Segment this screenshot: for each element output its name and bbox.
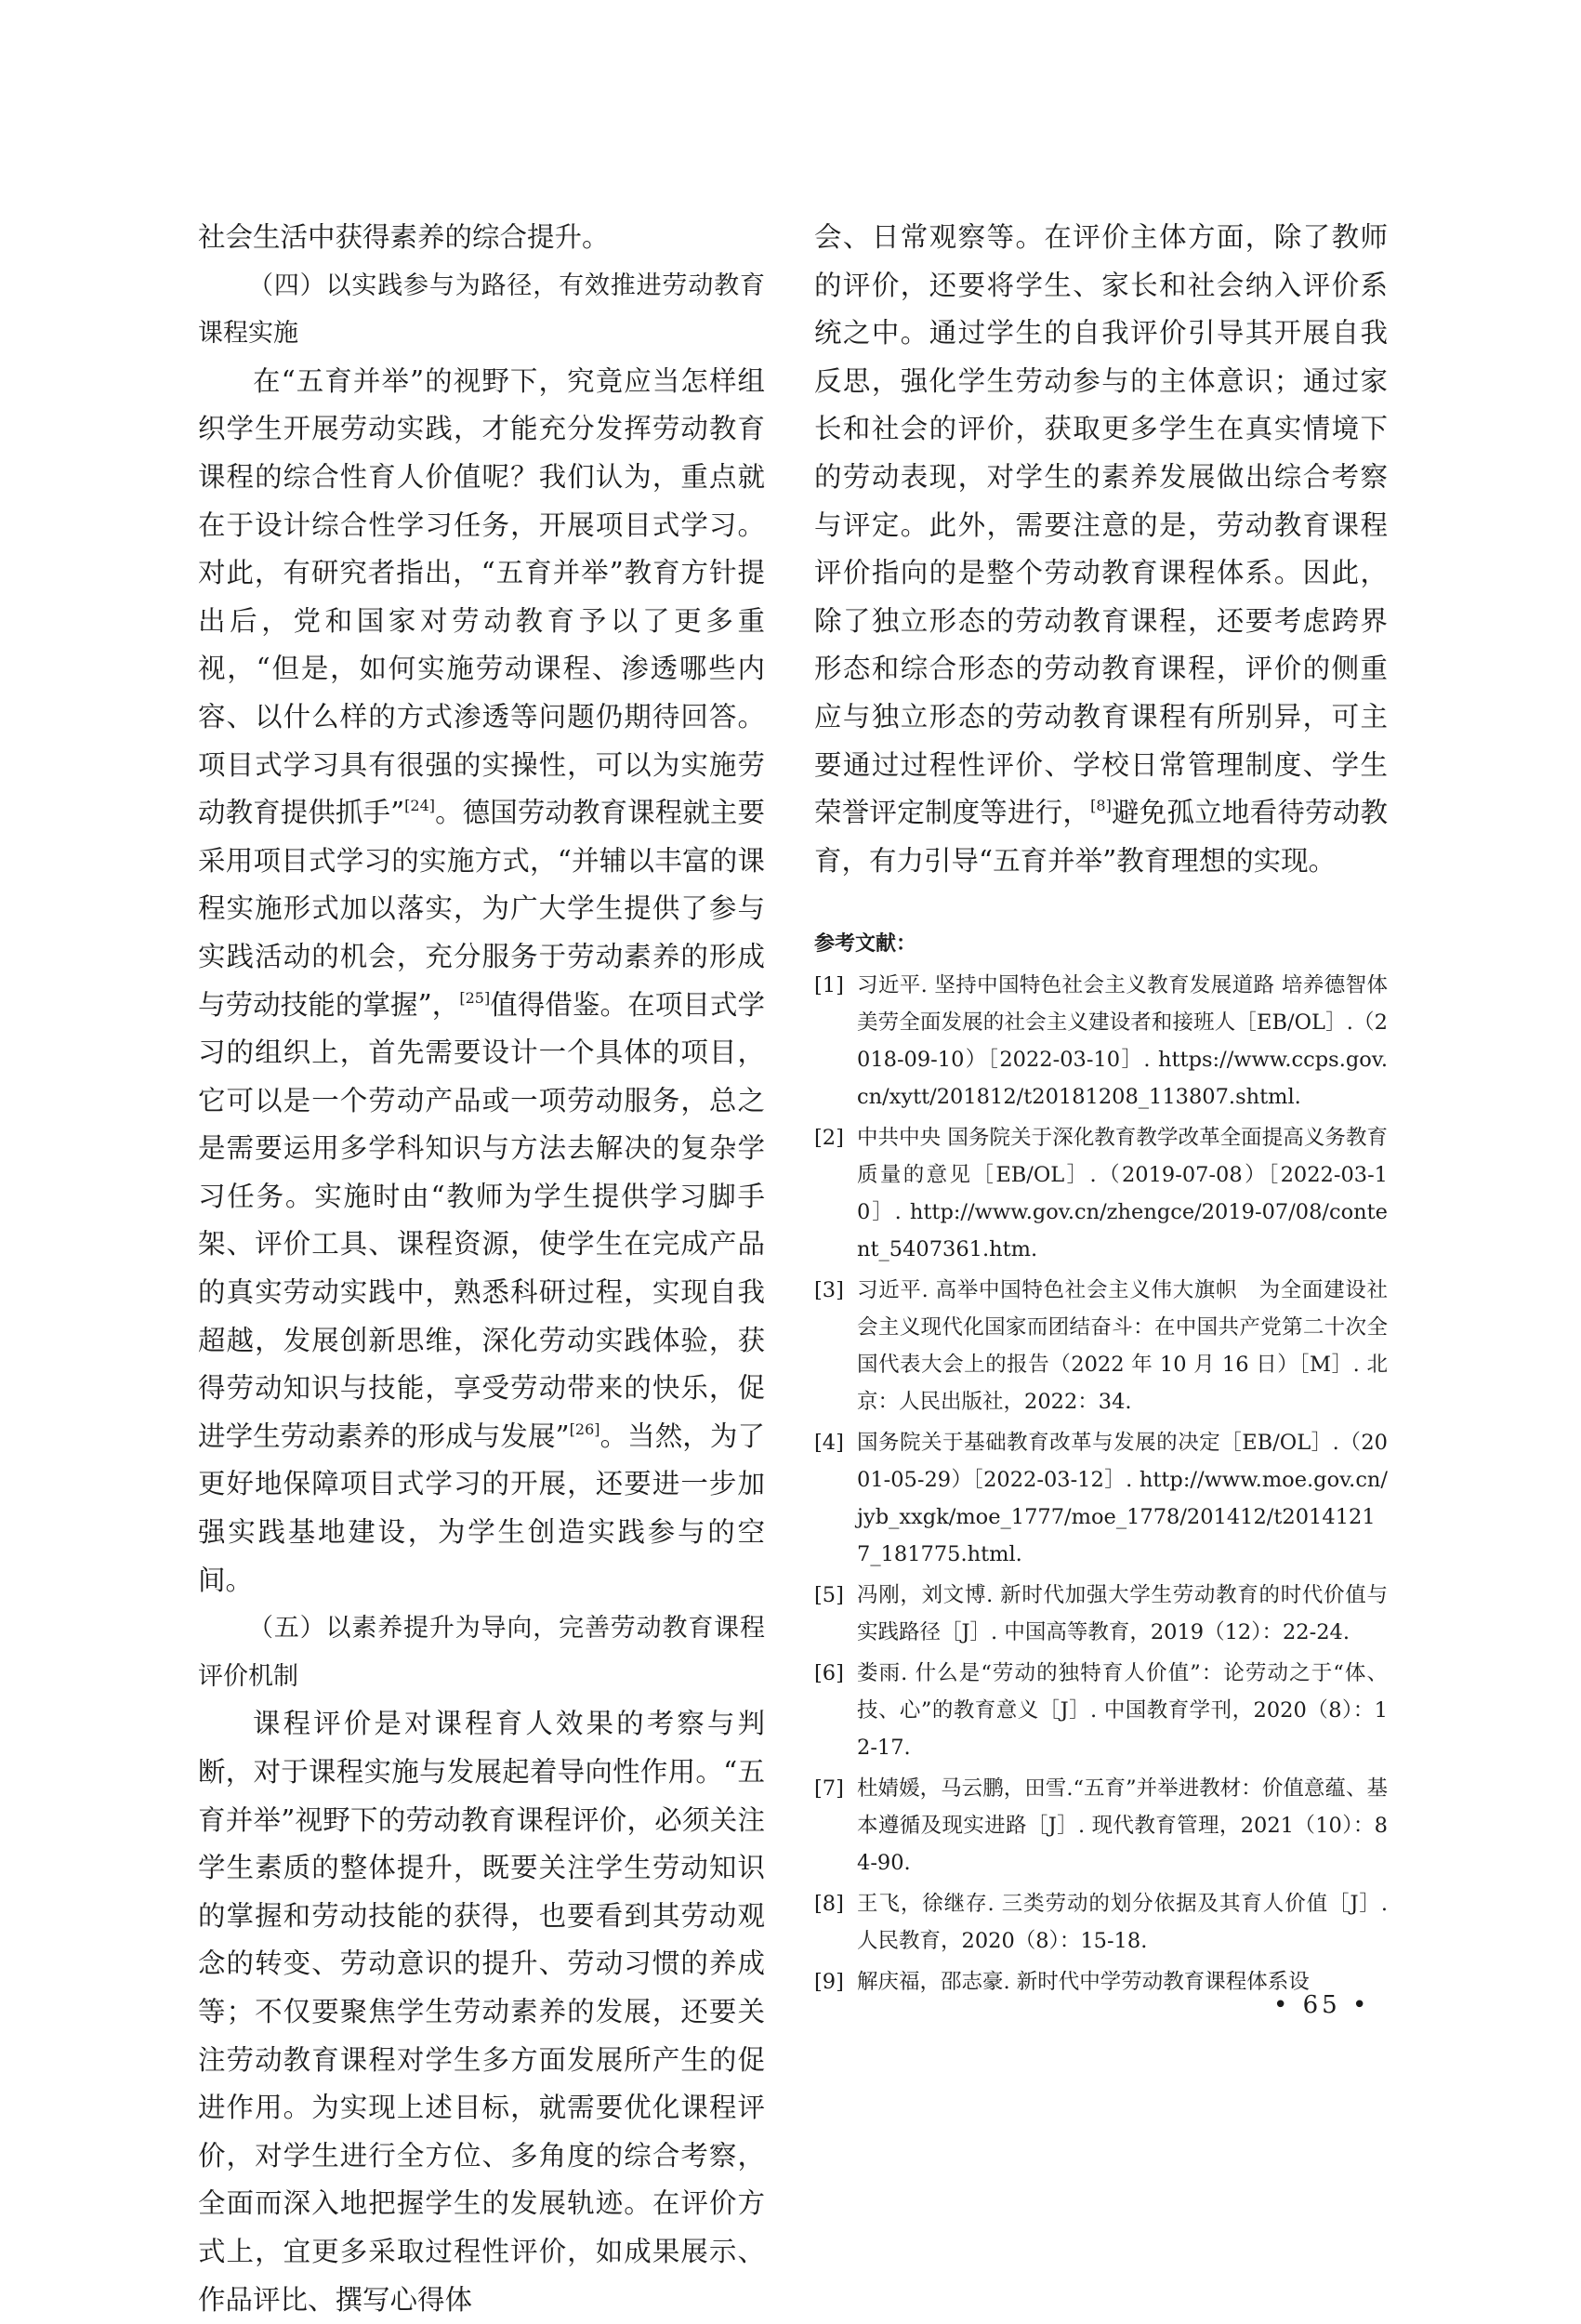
reference-number: [9] bbox=[814, 1970, 844, 1995]
references-title: 参考文献： bbox=[814, 932, 917, 957]
reference-item bbox=[814, 1885, 1388, 1960]
citation-26: [26] bbox=[569, 1419, 600, 1438]
reference-item bbox=[814, 1424, 1388, 1573]
paragraph-project-learning bbox=[198, 358, 765, 1604]
section-heading-4: （四）以实践参与为路径，有效推进劳动教育课程实施 bbox=[198, 271, 765, 349]
reference-number: [4] bbox=[814, 1431, 844, 1456]
reference-item bbox=[814, 1577, 1388, 1651]
citation-8: [8] bbox=[1090, 797, 1112, 815]
reference-item bbox=[814, 1119, 1388, 1268]
right-column bbox=[814, 214, 1388, 2004]
paragraph-text: 会、日常观察等。在评价主体方面，除了教师的评价，还要将学生、家长和社会纳入评价系统之中。通过学生的自我评价引导其开展自我反思，强化学生劳动参与的主体意识；通过家长和社会的评价，获取更多学生在真实情境下的劳动表现，对学生的素养发展做出综合考察与评定。此外，需要注意的是，劳动教育课程评价指向的是整个劳动教育课程体系。因此，除了独立形态的劳动教育课程，还要考虑跨界形态和综合形态的劳动教育课程，评价的侧重应与独立形态的劳动教育课程有所别异，可主要通过过程性评价、学校日常管理制度、学生荣誉评定制度等进行， bbox=[814, 221, 1388, 829]
reference-text: 杜婧媛，马云鹏，田雪.“五育”并举进教材：价值意蕴、基本遵循及现实进路［J］. 现代教育管理，2021（10）：84-90. bbox=[857, 1776, 1388, 1876]
reference-number: [3] bbox=[814, 1278, 844, 1303]
reference-number: [6] bbox=[814, 1661, 844, 1686]
paragraph-evaluation-continued bbox=[814, 214, 1388, 885]
paragraph-text: 避免孤立地看待劳动教育，有力引导“五育并举”教育理想的实现。 bbox=[814, 797, 1388, 877]
references-list bbox=[814, 967, 1388, 2000]
section-heading-5: （五）以素养提升为导向，完善劳动教育课程评价机制 bbox=[198, 1614, 765, 1691]
reference-item bbox=[814, 967, 1388, 1116]
reference-item bbox=[814, 1655, 1388, 1766]
paragraph-text: 。德国劳动教育课程就主要采用项目式学习的实施方式，“并辅以丰富的课程实施形式加以落实，为广大学生提供了参与实践活动的机会，充分服务于劳动素养的形成与劳动技能的掌握”， bbox=[198, 797, 765, 1021]
paragraph-text: 在“五育并举”的视野下，究竟应当怎样组织学生开展劳动实践，才能充分发挥劳动教育课程的综合性育人价值呢？我们认为，重点就在于设计综合性学习任务，开展项目式学习。对此，有研究者指出，“五育并举”教育方针提出后，党和国家对劳动教育予以了更多重视，“但是，如何实施劳动课程、渗透哪些内容、以什么样的方式渗透等问题仍期待回答。项目式学习具有很强的实操性，可以为实施劳动教育提供抓手” bbox=[198, 364, 765, 829]
reference-text: 娄雨. 什么是“劳动的独特育人价值”：论劳动之于“体、技、心”的教育意义［J］. 中国教育学刊，2020（8）：12-17. bbox=[857, 1661, 1388, 1761]
reference-text: 王飞，徐继存. 三类劳动的划分依据及其育人价值［J］. 人民教育，2020（8）：15-18. bbox=[857, 1892, 1388, 1954]
reference-number: [2] bbox=[814, 1126, 844, 1151]
reference-text: 国务院关于基础教育改革与发展的决定［EB/OL］.（2001-05-29）［2022-03-12］. http://www.moe.gov.cn/jyb_xxgk/moe_1777/moe_1778/201412/t20141217_181775.html. bbox=[857, 1431, 1388, 1567]
citation-24: [24] bbox=[404, 797, 435, 815]
reference-text: 中共中央 国务院关于深化教育教学改革全面提高义务教育质量的意见［EB/OL］.（2019-07-08）［2022-03-10］. http://www.gov.cn/zhengce/2019-07/08/content_5407361.htm. bbox=[857, 1126, 1388, 1262]
reference-text: 习近平. 坚持中国特色社会主义教育发展道路 培养德智体美劳全面发展的社会主义建设者和接班人［EB/OL］.（2018-09-10）［2022-03-10］. https://www.ccps.gov.cn/xytt/201812/t20181208_113807.shtml. bbox=[857, 973, 1388, 1110]
paragraph-text: 。当然，为了更好地保障项目式学习的开展，还要进一步加强实践基地建设，为学生创造实践参与的空间。 bbox=[198, 1419, 765, 1596]
reference-number: [5] bbox=[814, 1583, 844, 1608]
citation-25: [25] bbox=[459, 988, 491, 1007]
paragraph-evaluation: 课程评价是对课程育人效果的考察与判断，对于课程实施与发展起着导向性作用。“五育并举”视野下的劳动教育课程评价，必须关注学生素质的整体提升，既要关注学生劳动知识的掌握和劳动技能的获得，也要看到其劳动观念的转变、劳动意识的提升、劳动习惯的养成等；不仅要聚焦学生劳动素养的发展，还要关注劳动教育课程对学生多方面发展所产生的促进作用。为实现上述目标，就需要优化课程评价，对学生进行全方位、多角度的综合考察，全面而深入地把握学生的发展轨迹。在评价方式上，宜更多采取过程性评价，如成果展示、作品评比、撰写心得体 bbox=[198, 1708, 765, 2316]
reference-item bbox=[814, 1770, 1388, 1882]
reference-number: [8] bbox=[814, 1892, 844, 1917]
reference-text: 冯刚，刘文博. 新时代加强大学生劳动教育的时代价值与实践路径［J］. 中国高等教育，2019（12）：22-24. bbox=[857, 1583, 1388, 1645]
reference-number: [7] bbox=[814, 1776, 844, 1802]
paragraph-intro-end: 社会生活中获得素养的综合提升。 bbox=[198, 221, 610, 253]
reference-text: 习近平. 高举中国特色社会主义伟大旗帜 为全面建设社会主义现代化国家而团结奋斗：在中国共产党第二十次全国代表大会上的报告（2022 年 10 月 16 日）［M］. 北京：人民出版社，2022：34. bbox=[857, 1278, 1388, 1415]
reference-item bbox=[814, 1272, 1388, 1420]
reference-number: [1] bbox=[814, 973, 844, 998]
page-number: • 65 • bbox=[1273, 1991, 1371, 2019]
paragraph-text: 值得借鉴。在项目式学习的组织上，首先需要设计一个具体的项目，它可以是一个劳动产品或一项劳动服务，总之是需要运用多学科知识与方法去解决的复杂学习任务。实施时由“教师为学生提供学习脚手架、评价工具、课程资源，使学生在完成产品的真实劳动实践中，熟悉科研过程，实现自我超越，发展创新思维，深化劳动实践体验，获得劳动知识与技能，享受劳动带来的快乐，促进学生劳动素养的形成与发展” bbox=[198, 988, 765, 1452]
reference-text: 解庆福，邵志豪. 新时代中学劳动教育课程体系设 bbox=[857, 1970, 1310, 1995]
left-column bbox=[198, 214, 765, 2324]
